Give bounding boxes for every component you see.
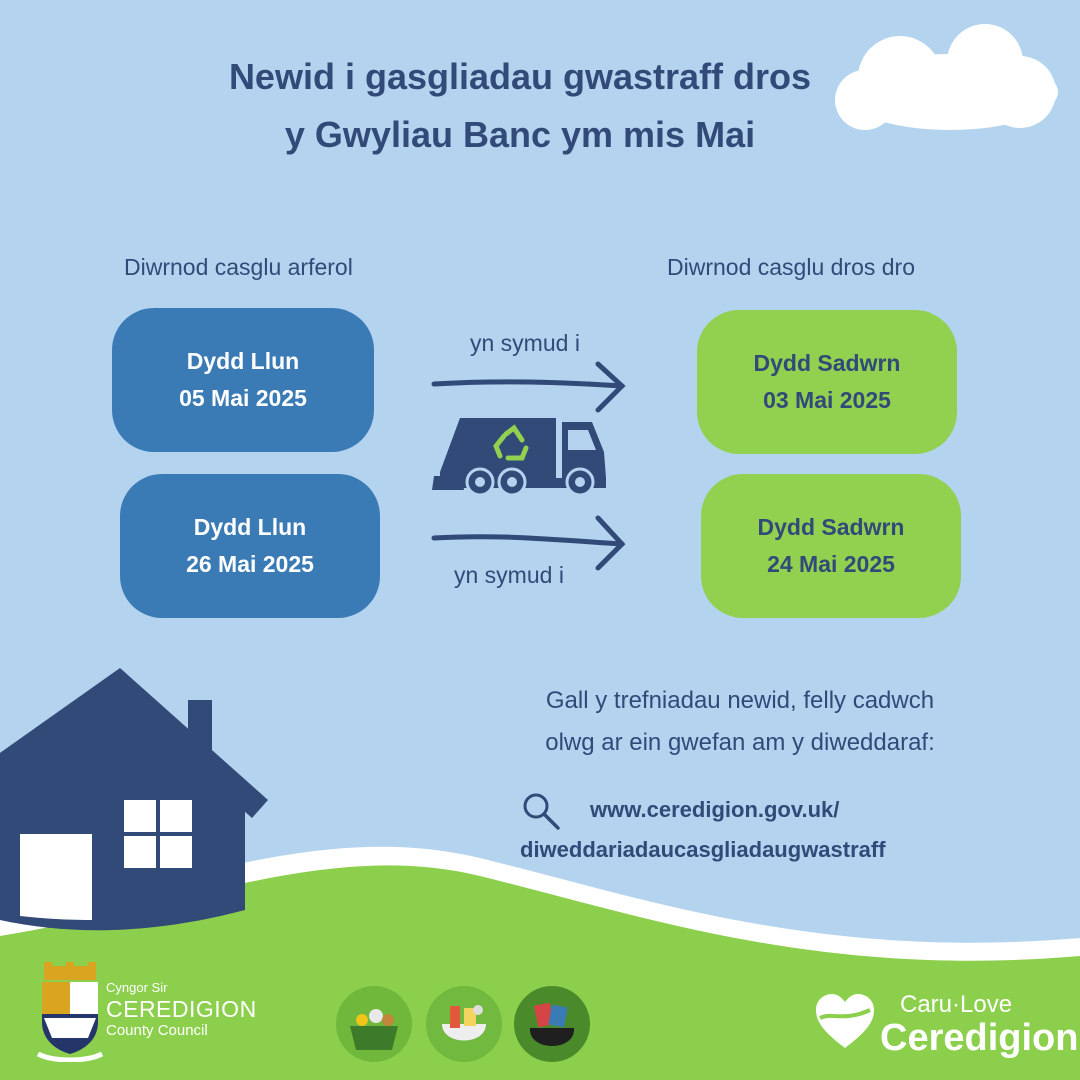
usual-date-card-2 [120, 474, 380, 618]
temporary-day-1: Dydd Sadwrn [753, 350, 901, 376]
usual-date-2: 26 Mai 2025 [186, 551, 314, 577]
temporary-day-heading: Diwrnod casglu dros dro [667, 254, 916, 280]
update-note [480, 680, 1000, 764]
website-link[interactable] [520, 790, 960, 870]
temporary-date-card-1 [697, 310, 957, 454]
recycling-truck-icon [432, 418, 606, 495]
arrow-top-icon [434, 364, 622, 410]
brand-line-1: Caru·Love [900, 991, 1013, 1018]
heart-logo-icon [814, 992, 876, 1052]
usual-day-2: Dydd Llun [193, 514, 307, 540]
usual-day-heading: Diwrnod casglu arferol [124, 254, 353, 280]
website-line-2[interactable]: diweddariadaucasgliadaugwastraff [520, 837, 886, 862]
moves-to-label-2: yn symud i [454, 562, 564, 588]
food-waste-bin-icon [336, 986, 412, 1062]
council-crest-icon [30, 962, 110, 1062]
council-line-3: County Council [106, 1022, 208, 1039]
council-line-2: CEREDIGION [106, 996, 257, 1022]
recycling-bag-icon [426, 986, 502, 1062]
usual-day-1: Dydd Llun [186, 348, 300, 374]
title-line-1: Newid i gasgliadau gwastraff dros [228, 56, 812, 97]
brand-name [880, 992, 1078, 1058]
page-title [150, 48, 890, 164]
brand-line-2: Ceredigion [880, 1017, 1079, 1059]
temporary-day-2: Dydd Sadwrn [757, 514, 905, 540]
note-line-2: olwg ar ein gwefan am y diweddaraf: [545, 729, 935, 756]
note-line-1: Gall y trefniadau newid, felly cadwch [545, 687, 935, 714]
house-icon [0, 668, 268, 930]
website-line-1[interactable]: www.ceredigion.gov.uk/ [590, 797, 840, 822]
temporary-date-2: 24 Mai 2025 [767, 551, 895, 577]
temporary-date-card-2 [701, 474, 961, 618]
usual-date-card-1 [112, 308, 374, 452]
arrow-bottom-icon [434, 518, 622, 568]
council-line-1: Cyngor Sir [106, 980, 168, 995]
title-line-2: y Gwyliau Banc ym mis Mai [284, 114, 756, 155]
black-bag-icon [514, 986, 590, 1062]
council-name [106, 980, 257, 1040]
temporary-date-1: 03 Mai 2025 [763, 387, 891, 413]
usual-date-1: 05 Mai 2025 [179, 385, 307, 411]
moves-to-label-1: yn symud i [470, 330, 580, 356]
